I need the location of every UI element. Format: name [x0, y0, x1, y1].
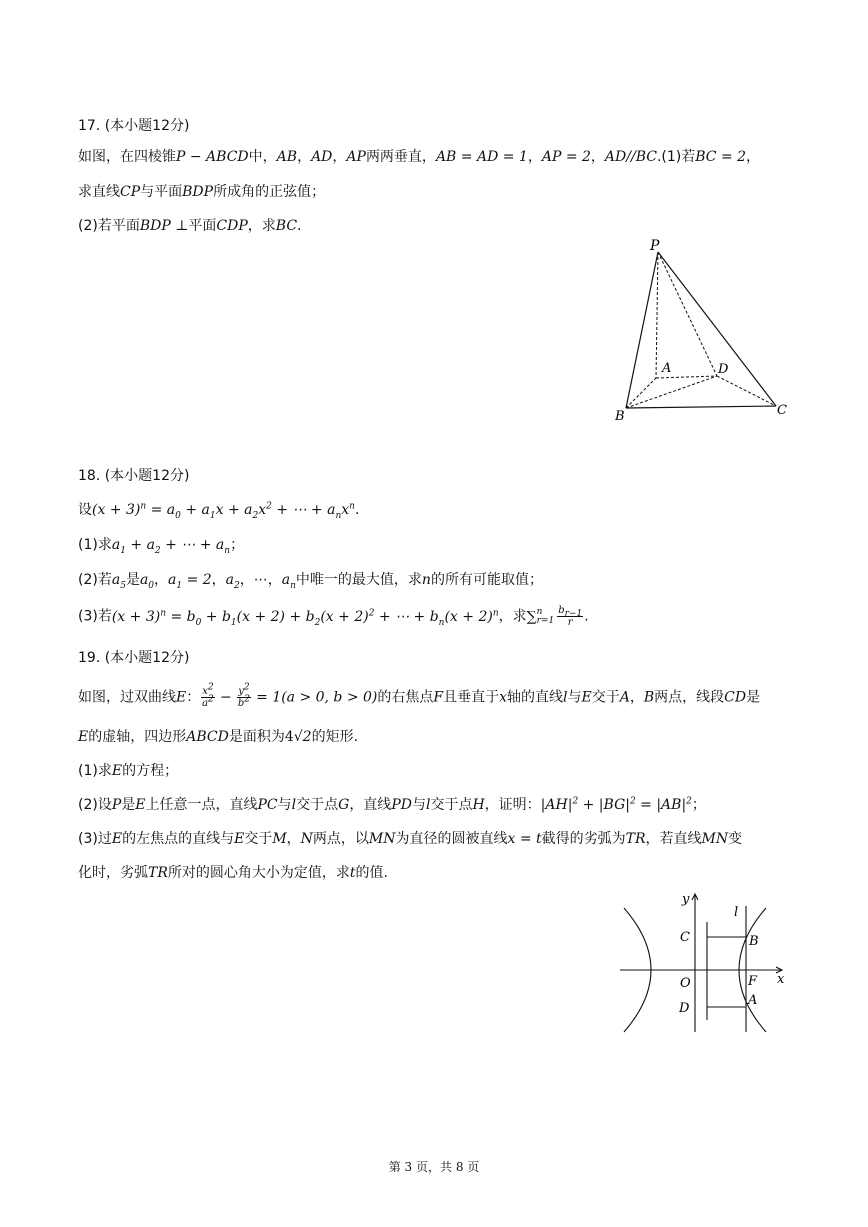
q19-line4: 化时，劣弧TR所对的圆心角大小为定值，求t的值. — [78, 865, 388, 881]
q18-part2: (2)若$a_5$是$a_0$，$a_1 = 2$，$a_2$，⋯，$a_n$中唯一的最大值，求n的所有可能取值； — [78, 572, 543, 591]
q18-part3: (3)若$(x + 3)^n = b_0 + b_1(x + 2) + b_2(x + 2)^2$ + ⋯ + $b_n(x + 2)^n$，求∑ n r=1 $\frac{b_{r-1}}{r}$ . — [78, 605, 589, 628]
q17-heading: 17. (本小题12分) — [78, 118, 190, 134]
label-x: x — [777, 972, 785, 987]
q18-statement: 设$(x + 3)^n = a_0 + a_1x + a_2x^2$ + ⋯ + $a_nx^n$. — [78, 501, 360, 521]
label-D: D — [718, 362, 729, 377]
pyramid-figure — [600, 234, 800, 429]
q17-line1: 如图，在四棱锥P − ABCD中，AB，AD，AP两两垂直，AB = AD = 1，AP = 2，AD//BC.(1)若BC = 2， — [78, 149, 761, 165]
hyperbola-figure — [612, 886, 792, 1036]
label-l: l — [734, 905, 739, 920]
label-B: B — [749, 934, 759, 949]
label-A: A — [662, 361, 672, 376]
q17-line2: 求直线CP与平面BDP所成角的正弦值； — [78, 184, 326, 200]
page-footer: 第 3 页，共 8 页 — [388, 1160, 480, 1174]
q19-part2: (2)设P是E上任意一点，直线PC与l交于点G，直线PD与l交于点H，证明：$|AH|^2 + |BG|^2 = |AB|^2$； — [78, 796, 706, 813]
q18-part1: (1)求$a_1 + a_2$ + ⋯ + $a_n$； — [78, 537, 245, 556]
q18-heading: 18. (本小题12分) — [78, 468, 190, 484]
label-B: B — [615, 409, 625, 424]
label-D: D — [679, 1001, 690, 1016]
label-O: O — [680, 976, 691, 991]
q19-part1: (1)求E的方程； — [78, 763, 179, 779]
label-C: C — [777, 403, 787, 418]
q19-part3: (3)过E的左焦点的直线与E交于M，N两点，以MN为直径的圆被直线x = t截得的劣弧为TR，若直线MN变 — [78, 831, 743, 847]
label-y: y — [682, 892, 690, 907]
q17-part2: (2)若平面BDP ⊥平面CDP，求BC. — [78, 218, 302, 234]
q19-line1: 如图，过双曲线E： $\frac{x^2}{a^2}$ − $\frac{y^2}{b^2}$ = 1(a > 0, b > 0)的右焦点F且垂直于x轴的直线l与E交于A，B两点，线段CD是 — [78, 682, 761, 709]
label-F: F — [748, 974, 758, 989]
label-C: C — [680, 930, 690, 945]
label-A: A — [748, 993, 758, 1008]
q19-line2: E的虚轴，四边形ABCD是面积为4√2的矩形. — [78, 729, 359, 745]
q19-heading: 19. (本小题12分) — [78, 650, 190, 666]
label-P: P — [650, 238, 660, 254]
